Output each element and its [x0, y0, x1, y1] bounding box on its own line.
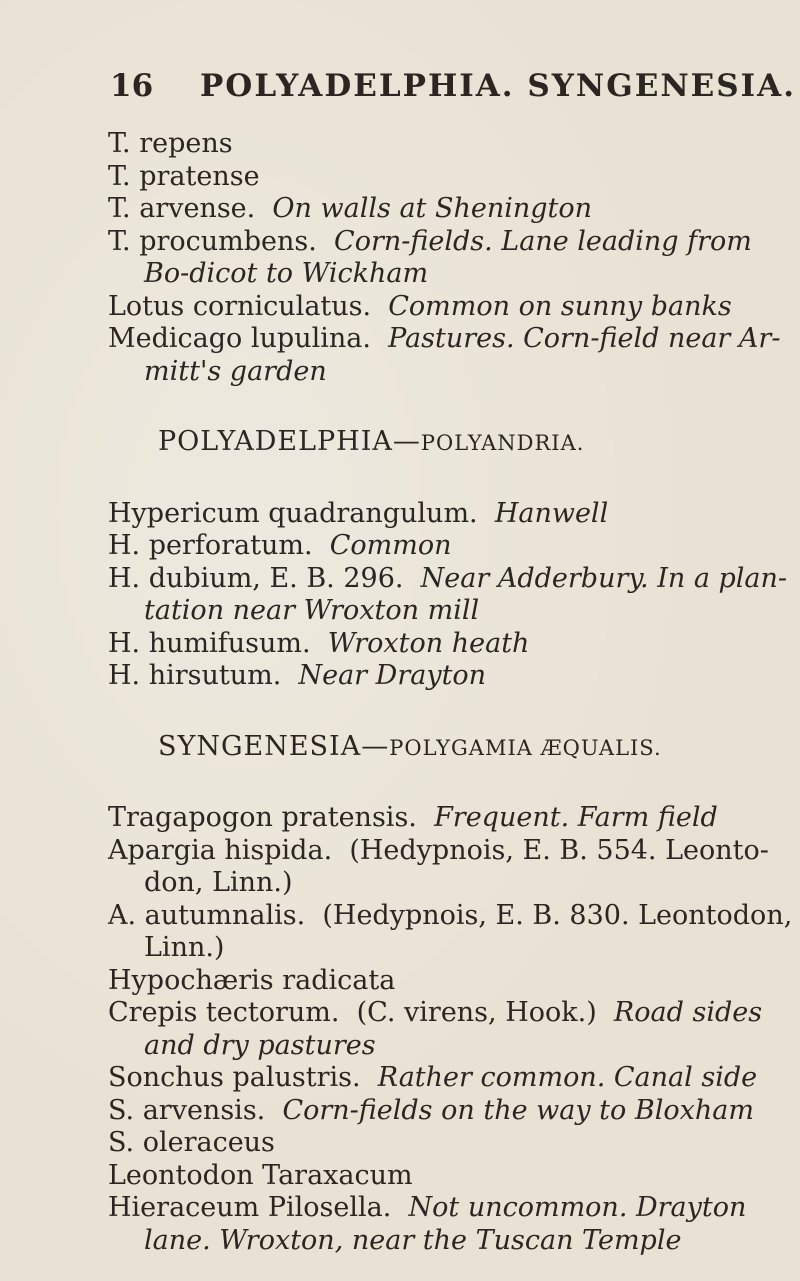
page-number: 16	[110, 68, 154, 104]
species-entry: Hieraceum Pilosella. Not uncommon. Drayton lane. Wroxton, near the Tuscan Temple	[108, 1192, 747, 1256]
section-heading-polygamia-aequalis: SYNGENESIA—POLYGAMIA ÆQUALIS.	[158, 730, 662, 762]
species-entry: Tragapogon pratensis. Frequent. Farm field	[108, 802, 718, 833]
species-entry: Lotus corniculatus. Common on sunny banks	[108, 290, 732, 322]
species-entry: Crepis tectorum. (C. virens, Hook.) Road sides and dry pastures	[108, 997, 763, 1061]
species-entry: H. dubium, E. B. 296. Near Adderbury. In a plan-tation near Wroxton mill	[108, 562, 788, 626]
section-heading-polyandria: POLYADELPHIA—POLYANDRIA.	[158, 426, 585, 457]
species-entry: A. autumnalis. (Hedypnois, E. B. 830. Leontodon, Linn.)	[108, 899, 793, 963]
species-entry: H. perforatum. Common	[108, 530, 452, 561]
species-entry: Hypochæris radicata	[108, 964, 396, 996]
species-entry: Apargia hispida. (Hedypnois, E. B. 554. Leonto-don, Linn.)	[108, 834, 769, 898]
species-entry: Medicago lupulina. Pastures. Corn-field near Ar-mitt's garden	[108, 323, 781, 387]
species-entry: H. humifusum. Wroxton heath	[108, 627, 530, 659]
species-entry: T. repens	[108, 128, 233, 159]
species-entry: T. procumbens. Corn-fields. Lane leading from Bo-dicot to Wickham	[108, 225, 752, 289]
species-entry: H. hirsutum. Near Drayton	[108, 660, 487, 691]
species-entry: Leontodon Taraxacum	[108, 1159, 413, 1191]
page-header	[0, 68, 800, 108]
species-list-syngenesia	[108, 802, 798, 1257]
species-entry: Hypericum quadrangulum. Hanwell	[108, 497, 609, 529]
species-entry: S. oleraceus	[108, 1127, 275, 1158]
species-list-hypericum	[108, 498, 798, 693]
species-entry: S. arvensis. Corn-fields on the way to Bloxham	[108, 1094, 754, 1126]
species-entry: Sonchus palustris. Rather common. Canal side	[108, 1062, 758, 1093]
species-entry: T. arvense. On walls at Shenington	[108, 193, 593, 224]
page-body	[108, 128, 798, 1257]
species-entry: T. pratense	[108, 160, 260, 192]
running-head: POLYADELPHIA. SYNGENESIA.	[200, 68, 797, 104]
species-list-trifolium	[108, 128, 798, 388]
